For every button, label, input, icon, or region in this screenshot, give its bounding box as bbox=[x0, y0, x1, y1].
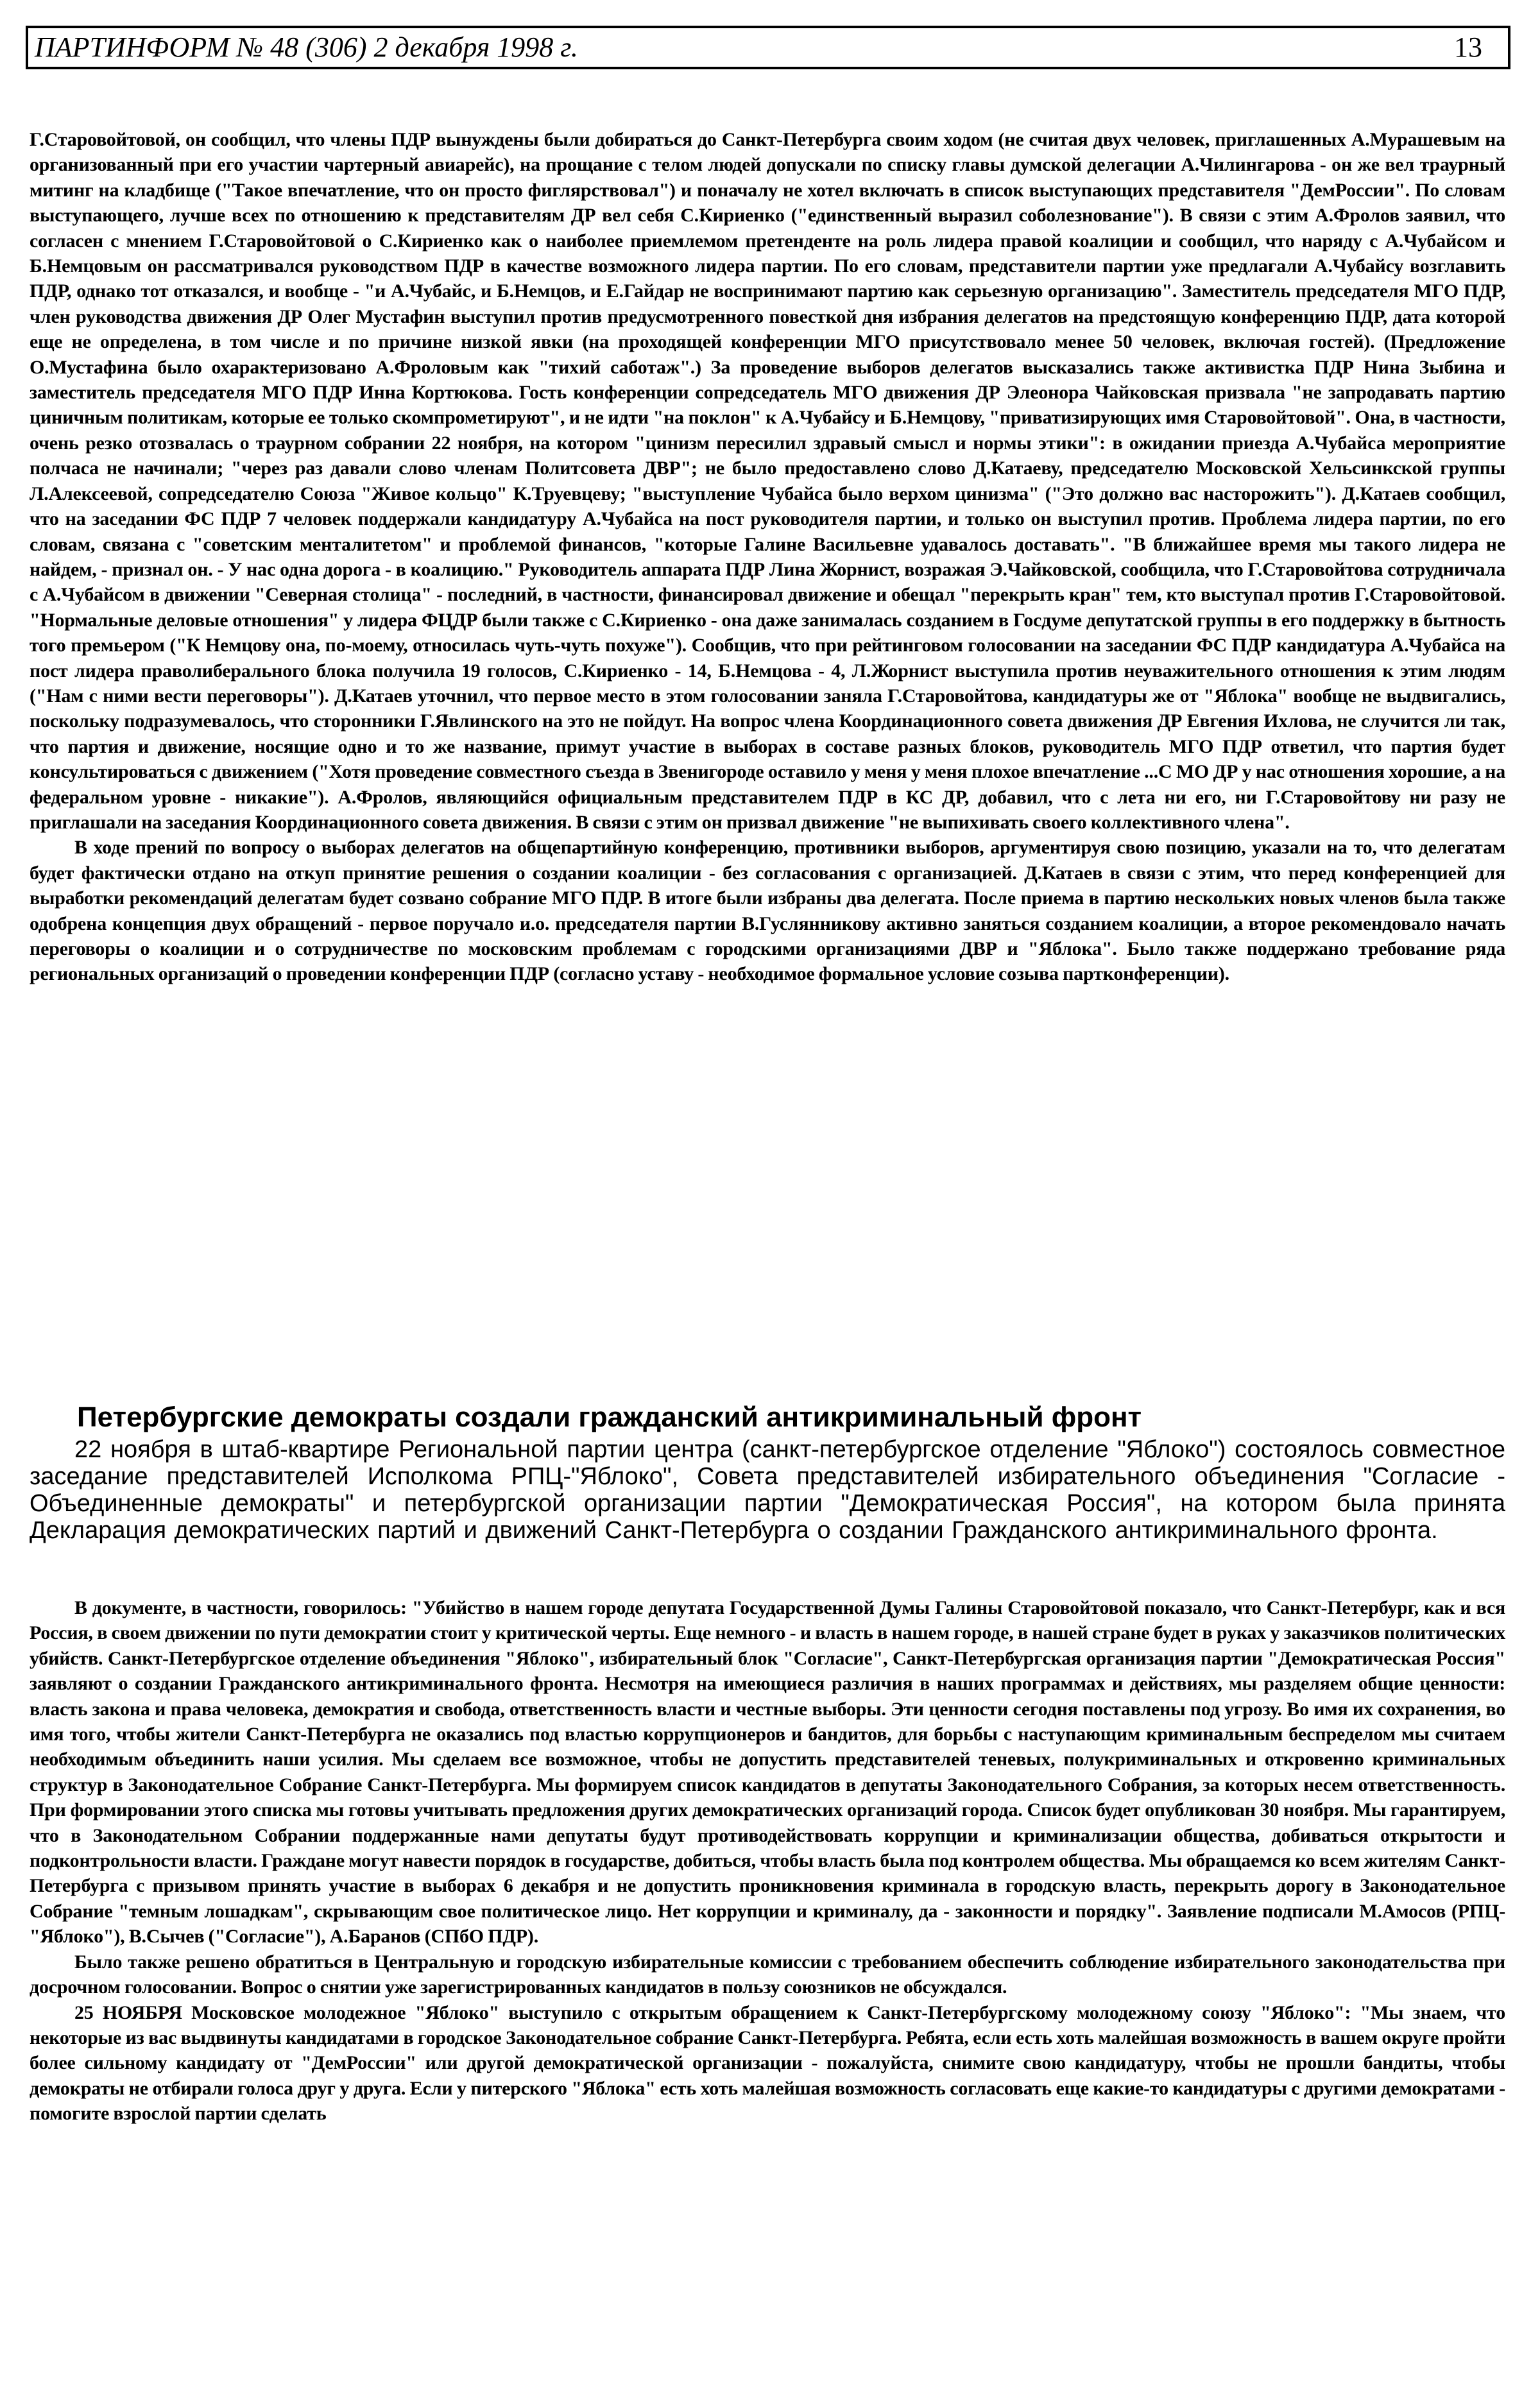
article2-paragraph-3: 25 НОЯБРЯ Московское молодежное "Яблоко" выступило с открытым обращением к Санкт-Петербургскому молодежному союзу "Яблоко": "Мы знаем, что некоторые из вас выдвинуты кандидатами в городское Законодательное собрание Санкт-Петербурга. Ребята, если есть хоть малейшая возможность в вашем округе пройти более сильному кандидату от "ДемРоссии" или другой демократической организации - пожалуйста, снимите свою кандидатуру, чтобы не прошли бандиты, чтобы демократы не отбирали голоса друг у друга. Если у питерского "Яблока" есть хоть малейшая возможность согласовать еще какие-то кандидатуры с другими демократами - помогите взрослой партии сделать bbox=[30, 2001, 1505, 2125]
page-header bbox=[26, 26, 1510, 69]
article2-paragraph-2: Было также решено обратиться в Центральную и городскую избирательные комиссии с требованием обеспечить соблюдение избирательного законодательства при досрочном голосовании. Вопрос о снятии уже зарегистрированных кандидатов в пользу союзников не обсуждался. bbox=[30, 1951, 1505, 1998]
article1-paragraph-1: Г.Старовойтовой, он сообщил, что члены ПДР вынуждены были добираться до Санкт-Петербурга своим ходом (не считая двух человек, приглашенных А.Мурашевым на организованный при его участии чартерный авиарейс), на прощание с телом людей допускали по списку главы думской делегации А.Чилингарова - он же вел траурный митинг на кладбище ("Такое впечатление, что он просто фиглярствовал") и поначалу не хотел включать в список выступающих представителя "ДемРоссии". По словам выступающего, лучше всех по отношению к представителям ДР вел себя С.Кириенко ("единственный выразил соболезнование"). В связи с этим А.Фролов заявил, что согласен с мнением Г.Старовойтовой о С.Кириенко как о наиболее приемлемом претенденте на роль лидера правой коалиции и сообщил, что наряду с А.Чубайсом и Б.Немцовым он рассматривался руководством ПДР в качестве возможного лидера партии. По его словам, представители партии уже предлагали А.Чубайсу возглавить ПДР, однако тот отказался, и вообще - "и А.Чубайс, и Б.Немцов, и Е.Гайдар не воспринимают партию как серьезную организацию". Заместитель председателя МГО ПДР, член руководства движения ДР Олег Мустафин выступил против предусмотренного повесткой дня избрания делегатов на предстоящую конференцию ПДР, дата которой еще не определена, в том числе и по причине низкой явки (на проходящей конференции МГО присутствовало менее 50 человек, включая гостей). (Предложение О.Мустафина было охарактеризовано А.Фроловым как "тихий саботаж".) За проведение выборов делегатов высказались также активистка ПДР Нина Зыбина и заместитель председателя МГО ПДР Инна Кортюкова. Гость конференции сопредседатель МГО движения ДР Элеонора Чайковская призвала "не запродавать партию циничным политикам, которые ее только скомпрометируют", и не идти "на поклон" к А.Чубайсу и Б.Немцову, "приватизирующих имя Старовойтовой". Она, в частности, очень резко отозвалась о траурном собрании 22 ноября, на котором "цинизм пересилил здравый смысл и нормы этики": в ожидании приезда А.Чубайса мероприятие полчаса не начинали; "через раз давали слово членам Политсовета ДВР"; не было предоставлено слово Д.Катаеву, председателю Московской Хельсинкской группы Л.Алексеевой, сопредседателю Союза "Живое кольцо" К.Труевцеву; "выступление Чубайса было верхом цинизма" ("Это должно вас насторожить"). Д.Катаев сообщил, что на заседании ФС ПДР 7 человек поддержали кандидатуру А.Чубайса на пост руководителя партии, и только он выступил против. Проблема лидера партии, по его словам, связана с "советским менталитетом" и проблемой финансов, "которые Галине Васильевне удавалось доставать". "В ближайшее время мы такого лидера не найдем, - признал он. - У нас одна дорога - в коалицию." Руководитель аппарата ПДР Лина Жорнист, возражая Э.Чайковской, сообщила, что Г.Старовойтова сотрудничала с А.Чубайсом в движении "Северная столица" - последний, в частности, финансировал движение и обещал "перекрыть кран" тем, кто выступал против Г.Старовойтовой. "Нормальные деловые отношения" у лидера ФЦДР были также с С.Кириенко - она даже занималась созданием в Госдуме депутатской группы в его поддержку в бытность того премьером ("К Немцову она, по-моему, относилась чуть-чуть похуже"). Сообщив, что при рейтинговом голосовании на заседании ФС ПДР кандидатура А.Чубайса на пост лидера праволиберального блока получила 19 голосов, С.Кириенко - 14, Б.Немцова - 4, Л.Жорнист выступила против неуважительного отношения к этим людям ("Нам с ними вести переговоры"). Д.Катаев уточнил, что первое место в этом голосовании заняла Г.Старовойтова, кандидатуры же от "Яблока" вообще не выдвигались, поскольку подразумевалось, что сторонники Г.Явлинского на это не пойдут. На вопрос члена Координационного совета движения ДР Евгения Ихлова, не случится ли так, что партия и движение, носящие одно и то же название, примут участие в выборах в составе разных блоков, руководитель МГО ПДР ответил, что партия будет консультироваться с движением ("Хотя проведение совместного съезда в Звенигороде оставило у меня у меня плохое впечатление ...С МО ДР у нас отношения хорошие, а на федеральном уровне - никакие"). А.Фролов, являющийся официальным представителем ПДР в КС ДР, добавил, что с лета ни его, ни Г.Старовойтову ни разу не приглашали на заседания Координационного совета движения. В связи с этим он призвал движение "не выпихивать своего коллективного члена". bbox=[30, 129, 1505, 833]
article2-lead bbox=[30, 1436, 1505, 1544]
page-number: 13 bbox=[1454, 31, 1482, 63]
header-title: ПАРТИНФОРМ № 48 (306) 2 декабря 1998 г. bbox=[35, 31, 578, 63]
article2-title: Петербургские демократы создали гражданский антикриминальный фронт bbox=[77, 1401, 1142, 1433]
article-continuation bbox=[30, 127, 1505, 987]
article2-lead-paragraph: 22 ноября в штаб-квартире Региональной партии центра (санкт-петербургское отделение "Яблоко") состоялось совместное заседание представителей Исполкома РПЦ-"Яблоко", Совета представителей избирательного объединения "Согласие - Объединенные демократы" и петербургской организации партии "Демократическая Россия", на котором была принята Декларация демократических партий и движений Санкт-Петербурга о создании Гражданского антикриминального фронта. bbox=[30, 1436, 1505, 1544]
article2-body bbox=[30, 1595, 1505, 2127]
article1-paragraph-2: В ходе прений по вопросу о выборах делегатов на общепартийную конференцию, противники выборов, аргументируя свою позицию, указали на то, что делегатам будет фактически отдано на откуп принятие решения о создании коалиции - без согласования с организацией. Д.Катаев в связи с этим, что перед конференцией для выработки рекомендаций делегатам будет созвано собрание МГО ПДР. В итоге были избраны два делегата. После приема в партию нескольких новых членов была также одобрена концепция двух обращений - первое поручало и.о. председателя партии В.Гуслянникову активно заняться созданием коалиции, а второе рекомендовало начать переговоры о коалиции и о сотрудничестве по московским проблемам с городскими организациями ДВР и "Яблока". Было также поддержано требование ряда региональных организаций о проведении конференции ПДР (согласно уставу - необходимое формальное условие созыва партконференции). bbox=[30, 837, 1505, 985]
article2-paragraph-1: В документе, в частности, говорилось: "Убийство в нашем городе депутата Государственной Думы Галины Старовойтовой показало, что Санкт-Петербург, как и вся Россия, в своем движении по пути демократии стоит у критической черты. Еще немного - и власть в нашем городе, в нашей стране будет в руках у заказчиков политических убийств. Санкт-Петербургское отделение объединения "Яблоко", избирательный блок "Согласие", Санкт-Петербургская организация партии "Демократическая Россия" заявляют о создании Гражданского антикриминального фронта. Несмотря на имеющиеся различия в наших программах и действиях, мы разделяем общие ценности: власть закона и права человека, демократия и свобода, ответственность власти и честные выборы. Эти ценности сегодня поставлены под угрозу. Во имя их сохранения, во имя того, чтобы жители Санкт-Петербурга не оказались под властью коррупционеров и бандитов, для борьбы с наступающим криминальным беспределом мы считаем необходимым объединить наши усилия. Мы сделаем все возможное, чтобы не допустить представителей теневых, полукриминальных и откровенно криминальных структур в Законодательное Собрание Санкт-Петербурга. Мы формируем список кандидатов в депутаты Законодательного Собрания, за которых несем ответственность. При формировании этого списка мы готовы учитывать предложения других демократических организаций города. Список будет опубликован 30 ноября. Мы гарантируем, что в Законодательном Собрании поддержанные нами депутаты будут противодействовать коррупции и криминализации общества, добиваться открытости и подконтрольности власти. Граждане могут навести порядок в государстве, добиться, чтобы власть была под контролем общества. Мы обращаемся ко всем жителям Санкт-Петербурга с призывом принять участие в выборах 6 декабря и не допустить проникновения криминала в городскую власть, перекрыть дорогу в Законодательное Собрание "темным лошадкам", скрывающим свое политическое лицо. Нет коррупции и криминалу, да - законности и порядку". Заявление подписали М.Амосов (РПЦ-"Яблоко"), В.Сычев ("Согласие"), А.Баранов (СПбО ПДР). bbox=[30, 1597, 1505, 1948]
